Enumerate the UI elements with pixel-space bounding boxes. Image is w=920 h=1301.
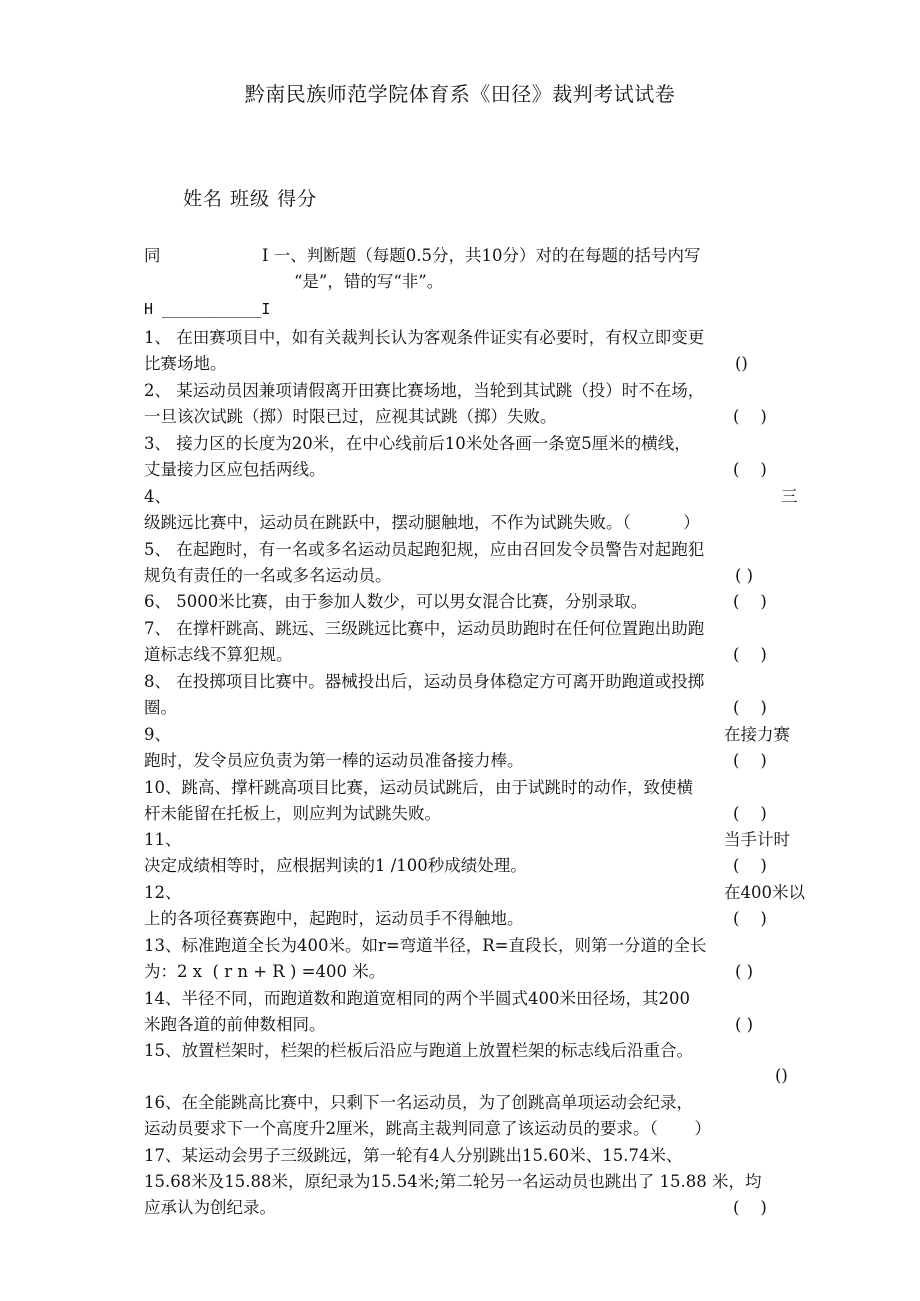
question-1-line1: 1、 在田赛项目中，如有关裁判长认为客观条件证实有必要时，有权立即变更 <box>144 328 705 347</box>
question-5-line2: 规负有责任的一名或多名运动员。 <box>144 566 392 585</box>
question-1-line2: 比赛场地。 <box>144 354 227 373</box>
question-14-line1: 14、半径不同，而跑道数和跑道宽相同的两个半圆式400米田径场，其200 <box>144 989 690 1008</box>
question-14-line2: 米跑各道的前伸数相同。 <box>144 1015 326 1034</box>
question-10-line1: 10、跳高、撑杆跳高项目比赛，运动员试跳后，由于试跳时的动作，致使横 <box>144 778 693 797</box>
answer-paren: ( ) <box>733 460 767 479</box>
question-2-line2: 一旦该次试跳（掷）时限已过，应视其试跳（掷）失败。 <box>144 407 557 426</box>
question-11-number: 11、 <box>144 830 182 849</box>
question-15-line1: 15、放置栏架时，栏架的栏板后沿应与跑道上放置栏架的标志线后沿重合。 <box>144 1041 693 1060</box>
question-3-line1: 3、 接力区的长度为20米，在中心线前后10米处各画一条宽5厘米的横线， <box>144 434 691 453</box>
question-5-line1: 5、 在起跑时，有一名或多名运动员起跑犯规，应由召回发令员警告对起跑犯 <box>144 540 705 559</box>
answer-paren: ( ) <box>733 856 767 875</box>
section-heading-line2: “是”，错的写“非”。 <box>294 272 444 291</box>
answer-paren: ( ) <box>735 962 754 981</box>
answer-paren: ( ) <box>733 909 767 928</box>
answer-paren: ( ) <box>733 698 767 717</box>
question-9-line2: 跑时，发令员应负责为第一棒的运动员准备接力棒。 <box>144 751 524 770</box>
question-4-line1-end: 三 <box>781 487 798 506</box>
exam-title: 黔南民族师范学院体育系《田径》裁判考试试卷 <box>244 82 676 106</box>
question-4-line2: 级跳远比赛中，运动员在跳跃中，摆动腿触地，不作为试跳失败。（ ） <box>144 513 700 532</box>
answer-paren: ( ) <box>733 645 767 664</box>
question-16-line2: 运动员要求下一个高度升2厘米，跳高主裁判同意了该运动员的要求。（ ） <box>144 1119 711 1138</box>
question-8-line1: 8、 在投掷项目比赛中。器械投出后，运动员身体稳定方可离开助跑道或投掷 <box>144 672 705 691</box>
question-7-line2: 道标志线不算犯规。 <box>144 645 293 664</box>
answer-paren: ( ) <box>733 592 767 611</box>
question-8-line2: 圈。 <box>144 698 177 717</box>
question-10-line2: 杆未能留在托板上，则应判为试跳失败。 <box>144 804 441 823</box>
student-info-line: 姓名 班级 得分 <box>183 188 318 210</box>
answer-paren: ( ) <box>735 1015 754 1034</box>
question-4-number: 4、 <box>144 487 171 506</box>
question-2-line1: 2、 某运动员因兼项请假离开田赛比赛场地，当轮到其试跳（投）时不在场， <box>144 381 705 400</box>
question-17-line2: 15.68米及15.88米，原纪录为15.54米;第二轮另一名运动员也跳出了 15.88 米，均 <box>144 1172 762 1191</box>
answer-paren: () <box>775 1066 788 1085</box>
answer-paren: ( ) <box>735 566 754 585</box>
question-13-line2: 为：2 x ( r n + R ) =400 米。 <box>144 962 386 981</box>
underline-row: H ___________I <box>144 300 271 318</box>
question-3-line2: 丈量接力区应包括两线。 <box>144 460 326 479</box>
question-9-number: 9、 <box>144 725 171 744</box>
question-11-line1-end: 当手计时 <box>724 830 790 849</box>
question-12-number: 12、 <box>144 883 182 902</box>
answer-paren: ( ) <box>733 804 767 823</box>
question-17-line1: 17、某运动会男子三级跳远，第一轮有4人分别跳出15.60米、15.74米、 <box>144 1146 683 1165</box>
answer-paren: () <box>735 354 748 373</box>
question-9-line1-end: 在接力赛 <box>724 725 790 744</box>
question-7-line1: 7、 在撑杆跳高、跳远、三级跳远比赛中，运动员助跑时在任何位置跑出助跑 <box>144 619 705 638</box>
answer-paren: ( ) <box>733 407 767 426</box>
section-heading-line1: I 一、判断题（每题0.5分，共10分）对的在每题的括号内写 <box>262 246 701 265</box>
question-12-line2: 上的各项径赛赛跑中，起跑时，运动员手不得触地。 <box>144 909 524 928</box>
answer-paren: ( ) <box>733 1198 767 1217</box>
question-12-line1-end: 在400米以 <box>724 883 805 902</box>
question-6-line1: 6、 5000米比赛，由于参加人数少，可以男女混合比赛，分别录取。 <box>144 592 648 611</box>
question-17-line3: 应承认为创纪录。 <box>144 1198 276 1217</box>
question-16-line1: 16、在全能跳高比赛中，只剩下一名运动员，为了创跳高单项运动会纪录， <box>144 1093 693 1112</box>
question-11-line2: 决定成绩相等时，应根据判读的1 /100秒成绩处理。 <box>144 856 527 875</box>
answer-paren: ( ) <box>733 751 767 770</box>
question-13-line1: 13、标准跑道全长为400米。如r=弯道半径，R=直段长，则第一分道的全长 <box>144 936 707 955</box>
section-left-mark: 同 <box>144 246 161 265</box>
